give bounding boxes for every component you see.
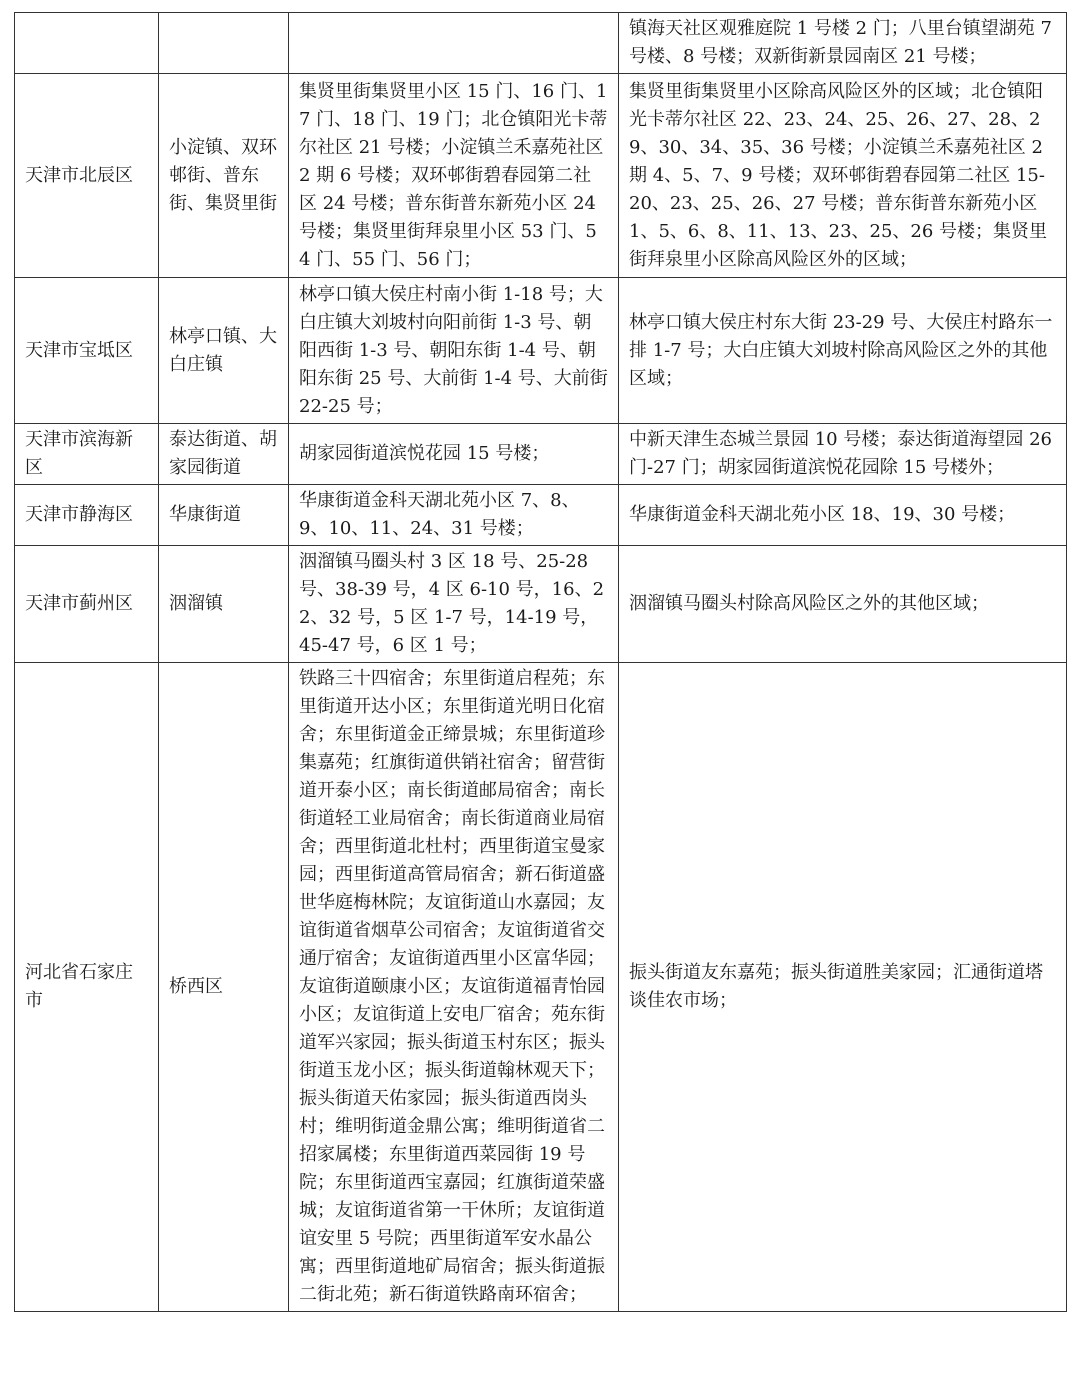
towns-cell: 小淀镇、双环邨街、普东街、集贤里街 [159, 74, 289, 278]
towns-cell: 华康街道 [159, 485, 289, 546]
high-risk-cell: 林亭口镇大侯庄村南小街 1-18 号；大白庄镇大刘坡村向阳前街 1-3 号、朝阳西街 1-3 号、朝阳东街 1-4 号、朝阳东街 25 号、大前街 1-4 号、大前街 22-25 号； [289, 278, 619, 424]
high-risk-cell: 集贤里街集贤里小区 15 门、16 门、17 门、18 门、19 门；北仓镇阳光卡蒂尔社区 21 号楼；小淀镇兰禾嘉苑社区 2 期 6 号楼；双环邨街碧春园第二社区 24 号楼；普东街普东新苑小区 24 号楼；集贤里街拜泉里小区 53 门、54 门、55 门、56 门； [289, 74, 619, 278]
table-row [15, 485, 1067, 546]
mid-risk-cell: 中新天津生态城兰景园 10 号楼；泰达街道海望园 26 门-27 门；胡家园街道滨悦花园除 15 号楼外； [619, 424, 1067, 485]
mid-risk-cell: 林亭口镇大侯庄村东大街 23-29 号、大侯庄村路东一排 1-7 号；大白庄镇大刘坡村除高风险区之外的其他区域； [619, 278, 1067, 424]
table-row [15, 278, 1067, 424]
mid-risk-cell: 华康街道金科天湖北苑小区 18、19、30 号楼； [619, 485, 1067, 546]
towns-cell [159, 13, 289, 74]
towns-cell: 桥西区 [159, 663, 289, 1312]
region-cell: 天津市北辰区 [15, 74, 159, 278]
mid-risk-cell: 振头街道友东嘉苑；振头街道胜美家园；汇通街道塔谈佳农市场； [619, 663, 1067, 1312]
high-risk-cell [289, 13, 619, 74]
region-cell: 天津市静海区 [15, 485, 159, 546]
high-risk-cell: 洇溜镇马圈头村 3 区 18 号、25-28 号、38-39 号，4 区 6-10 号，16、22、32 号，5 区 1-7 号，14-19 号，45-47 号，6 区 1 号； [289, 546, 619, 663]
table-row [15, 424, 1067, 485]
mid-risk-cell: 洇溜镇马圈头村除高风险区之外的其他区域； [619, 546, 1067, 663]
towns-cell: 林亭口镇、大白庄镇 [159, 278, 289, 424]
mid-risk-cell: 集贤里街集贤里小区除高风险区外的区域；北仓镇阳光卡蒂尔社区 22、23、24、25、26、27、28、29、30、34、35、36 号楼；小淀镇兰禾嘉苑社区 2 期 4、5、7、9 号楼；双环邨街碧春园第二社区 15-20、23、25、26、27 号楼；普东街普东新苑小区 1、5、6、8、11、13、23、25、26 号楼；集贤里街拜泉里小区除高风险区外的区域； [619, 74, 1067, 278]
table-row [15, 13, 1067, 74]
table-row [15, 74, 1067, 278]
table-row [15, 546, 1067, 663]
high-risk-cell: 铁路三十四宿舍；东里街道启程苑；东里街道开达小区；东里街道光明日化宿舍；东里街道金正缔景城；东里街道珍集嘉苑；红旗街道供销社宿舍；留营街道开泰小区；南长街道邮局宿舍；南长街道轻工业局宿舍；南长街道商业局宿舍；西里街道北杜村；西里街道宝曼家园；西里街道高管局宿舍；新石街道盛世华庭梅林院；友谊街道山水嘉园；友谊街道省烟草公司宿舍；友谊街道省交通厅宿舍；友谊街道西里小区富华园；友谊街道颐康小区；友谊街道福青怡园小区；友谊街道上安电厂宿舍；苑东街道军兴家园；振头街道玉村东区；振头街道玉龙小区；振头街道翰林观天下；振头街道天佑家园；振头街道西岗头村；维明街道金鼎公寓；维明街道省二招家属楼；东里街道西菜园街 19 号院；东里街道西宝嘉园；红旗街道荣盛城；友谊街道省第一干休所；友谊街道谊安里 5 号院；西里街道军安水晶公寓；西里街道地矿局宿舍；振头街道振二街北苑；新石街道铁路南环宿舍； [289, 663, 619, 1312]
region-cell: 天津市蓟州区 [15, 546, 159, 663]
towns-cell: 洇溜镇 [159, 546, 289, 663]
region-cell: 天津市滨海新区 [15, 424, 159, 485]
table-row [15, 663, 1067, 1312]
high-risk-cell: 胡家园街道滨悦花园 15 号楼； [289, 424, 619, 485]
region-cell: 天津市宝坻区 [15, 278, 159, 424]
region-cell: 河北省石家庄市 [15, 663, 159, 1312]
risk-area-table [14, 12, 1067, 1312]
high-risk-cell: 华康街道金科天湖北苑小区 7、8、9、10、11、24、31 号楼； [289, 485, 619, 546]
mid-risk-cell: 镇海天社区观雅庭院 1 号楼 2 门；八里台镇望湖苑 7 号楼、8 号楼；双新街新景园南区 21 号楼； [619, 13, 1067, 74]
towns-cell: 泰达街道、胡家园街道 [159, 424, 289, 485]
region-cell [15, 13, 159, 74]
